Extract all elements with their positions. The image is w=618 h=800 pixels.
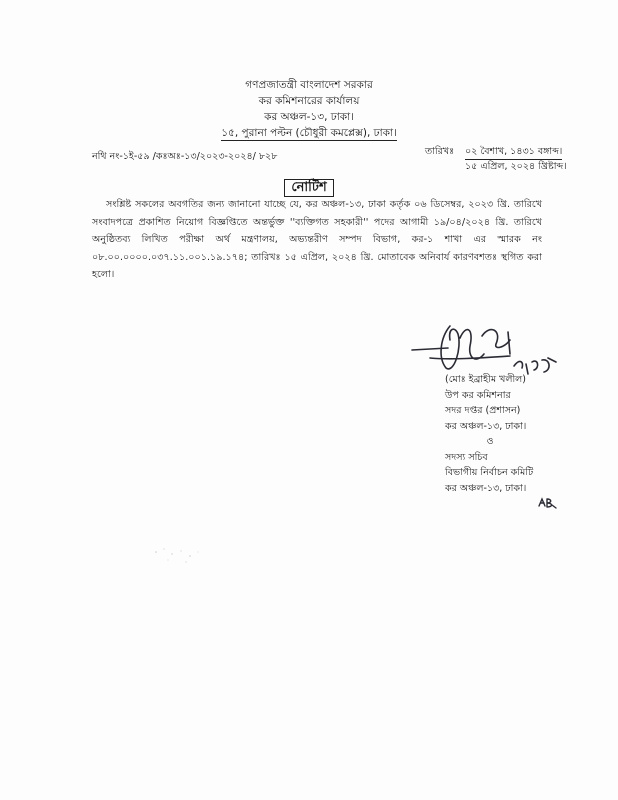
scan-speckle: [150, 540, 210, 570]
signatory-block: [445, 372, 565, 496]
header-zone: কর অঞ্চল-১৩, ঢাকা।: [264, 111, 354, 123]
date-label: তারিখঃ: [425, 146, 455, 157]
notice-title: নোটিশ: [0, 176, 618, 197]
signatory-committee-zone: কর অঞ্চল-১৩, ঢাকা।: [445, 482, 527, 494]
handwritten-initials: [537, 496, 557, 510]
signatory-committee: বিভাগীয় নির্বাচন কমিটি: [445, 467, 534, 478]
signatory-office: সদর দপ্তর (প্রশাসন): [445, 405, 521, 416]
date-block: [425, 145, 567, 174]
header-office: কর কমিশনারের কার্যালয়: [258, 95, 360, 107]
date-english: ১৫ এপ্রিল, ২০২৪ খ্রিষ্টাব্দ।: [465, 161, 567, 172]
signatory-name: (মোঃ ইব্রাহীম খলীল): [445, 374, 526, 385]
notice-body: সংশ্লিষ্ট সকলের অবগতির জন্য জানানো যাচ্ছে যে, কর অঞ্চল-১৩, ঢাকা কর্তৃক ০৬ ডিসেম্বর, ২০২৩ খ্রি. তারিখে সংবাদপত্রে প্রকাশিত নিয়োগ বিজ্ঞপ্তিতে অন্তর্ভুক্ত ''ব্যক্তিগত সহকারী'' পদের আগামী ১৯/০৪/২০২৪ খ্রি. তারিখে অনুষ্ঠিতব্য লিখিত পরীক্ষা অর্থ মন্ত্রণালয়, অভ্যন্তরীণ সম্পদ বিভাগ, কর-১ শাখা এর স্মারক নং ০৮.০০.০০০০.০৩৭.১১.০০১.১৯.১৭৪; তারিখঃ ১৫ এপ্রিল, ২০২৪ খ্রি. মোতাবেক অনিবার্য কারণবশতঃ স্থগিত করা হলো।: [92, 199, 542, 280]
signatory-conjunction: ও: [486, 436, 494, 447]
header-address: ১৫, পুরানা পল্টন (চৌধুরী কমপ্লেক্স), ঢাকা।: [221, 127, 397, 139]
file-number: নথি নং-১ই-৫৯ /কঃঅঃ-১৩/২০২৩-২০২৪/ ৮২৮: [92, 151, 278, 162]
date-bangla: ০২ বৈশাখ, ১৪৩১ বঙ্গাব্দ।: [465, 145, 562, 160]
signatory-role: সদস্য সচিব: [445, 451, 488, 463]
header-government: গণপ্রজাতন্ত্রী বাংলাদেশ সরকার: [245, 79, 373, 91]
signatory-designation: উপ কর কমিশনার: [445, 389, 511, 401]
signatory-zone: কর অঞ্চল-১৩, ঢাকা।: [445, 420, 527, 432]
